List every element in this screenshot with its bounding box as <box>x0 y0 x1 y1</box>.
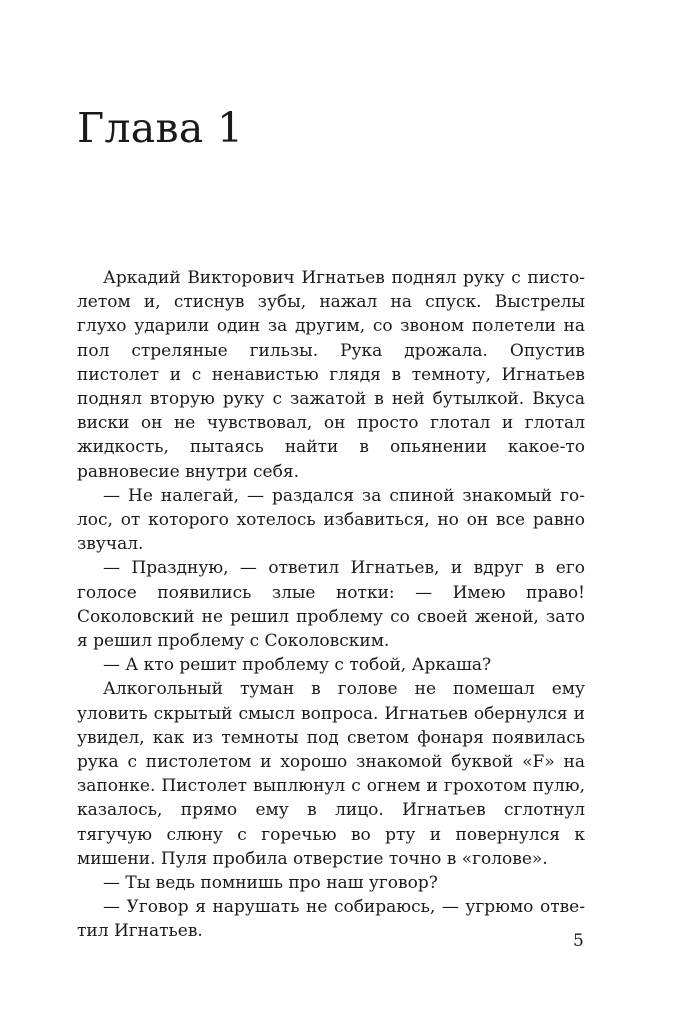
chapter-title: Глава 1 <box>77 104 244 152</box>
paragraph: Алкогольный туман в голове не помешал ему уловить скрытый смысл вопроса. Игнатьев обернулся и увидел, как из темноты под светом фонаря появилась рука с пистолетом и хорошо знакомой буквой «F» на запонке. Пистолет выплюнул с огнем и грохотом пулю, казалось, прямо ему в лицо. Игнатьев сглотнул тягучую слюну с горечью во рту и повернулся к мишени. Пуля пробила отверстие точно в «голове». <box>77 679 585 869</box>
paragraph: — А кто решит проблему с тобой, Аркаша? <box>103 655 492 676</box>
paragraph: Аркадий Викторович Игнатьев поднял руку с пистолетом и, стиснув зубы, нажал на спуск. Выстрелы глухо ударили один за другим, со звоном полетели на пол стреляные гильзы. Рука дрожала. Опустив пистолет и с ненавистью глядя в темноту, Игнатьев поднял вторую руку с зажатой в ней бутылкой. Вкуса виски он не чувствовал, он просто глотал и глотал жидкость, пытаясь найти в опьянении какое-то равновесие внутри себя. <box>77 268 585 482</box>
paragraph: — Не налегай, — раздался за спиной знакомый голос, от которого хотелось избавиться, но он все равно звучал. <box>77 485 585 555</box>
paragraph: — Ты ведь помнишь про наш уговор? <box>103 873 438 894</box>
chapter-body <box>77 266 585 944</box>
paragraph: — Праздную, — ответил Игнатьев, и вдруг в его голосе появились злые нотки: — Имею право! Соколовский не решил проблему со своей женой, зато я решил проблему с Соколовским. <box>77 558 585 652</box>
paragraph: — Уговор я нарушать не собираюсь, — угрюмо ответил Игнатьев. <box>77 897 585 942</box>
page-number: 5 <box>573 931 584 951</box>
